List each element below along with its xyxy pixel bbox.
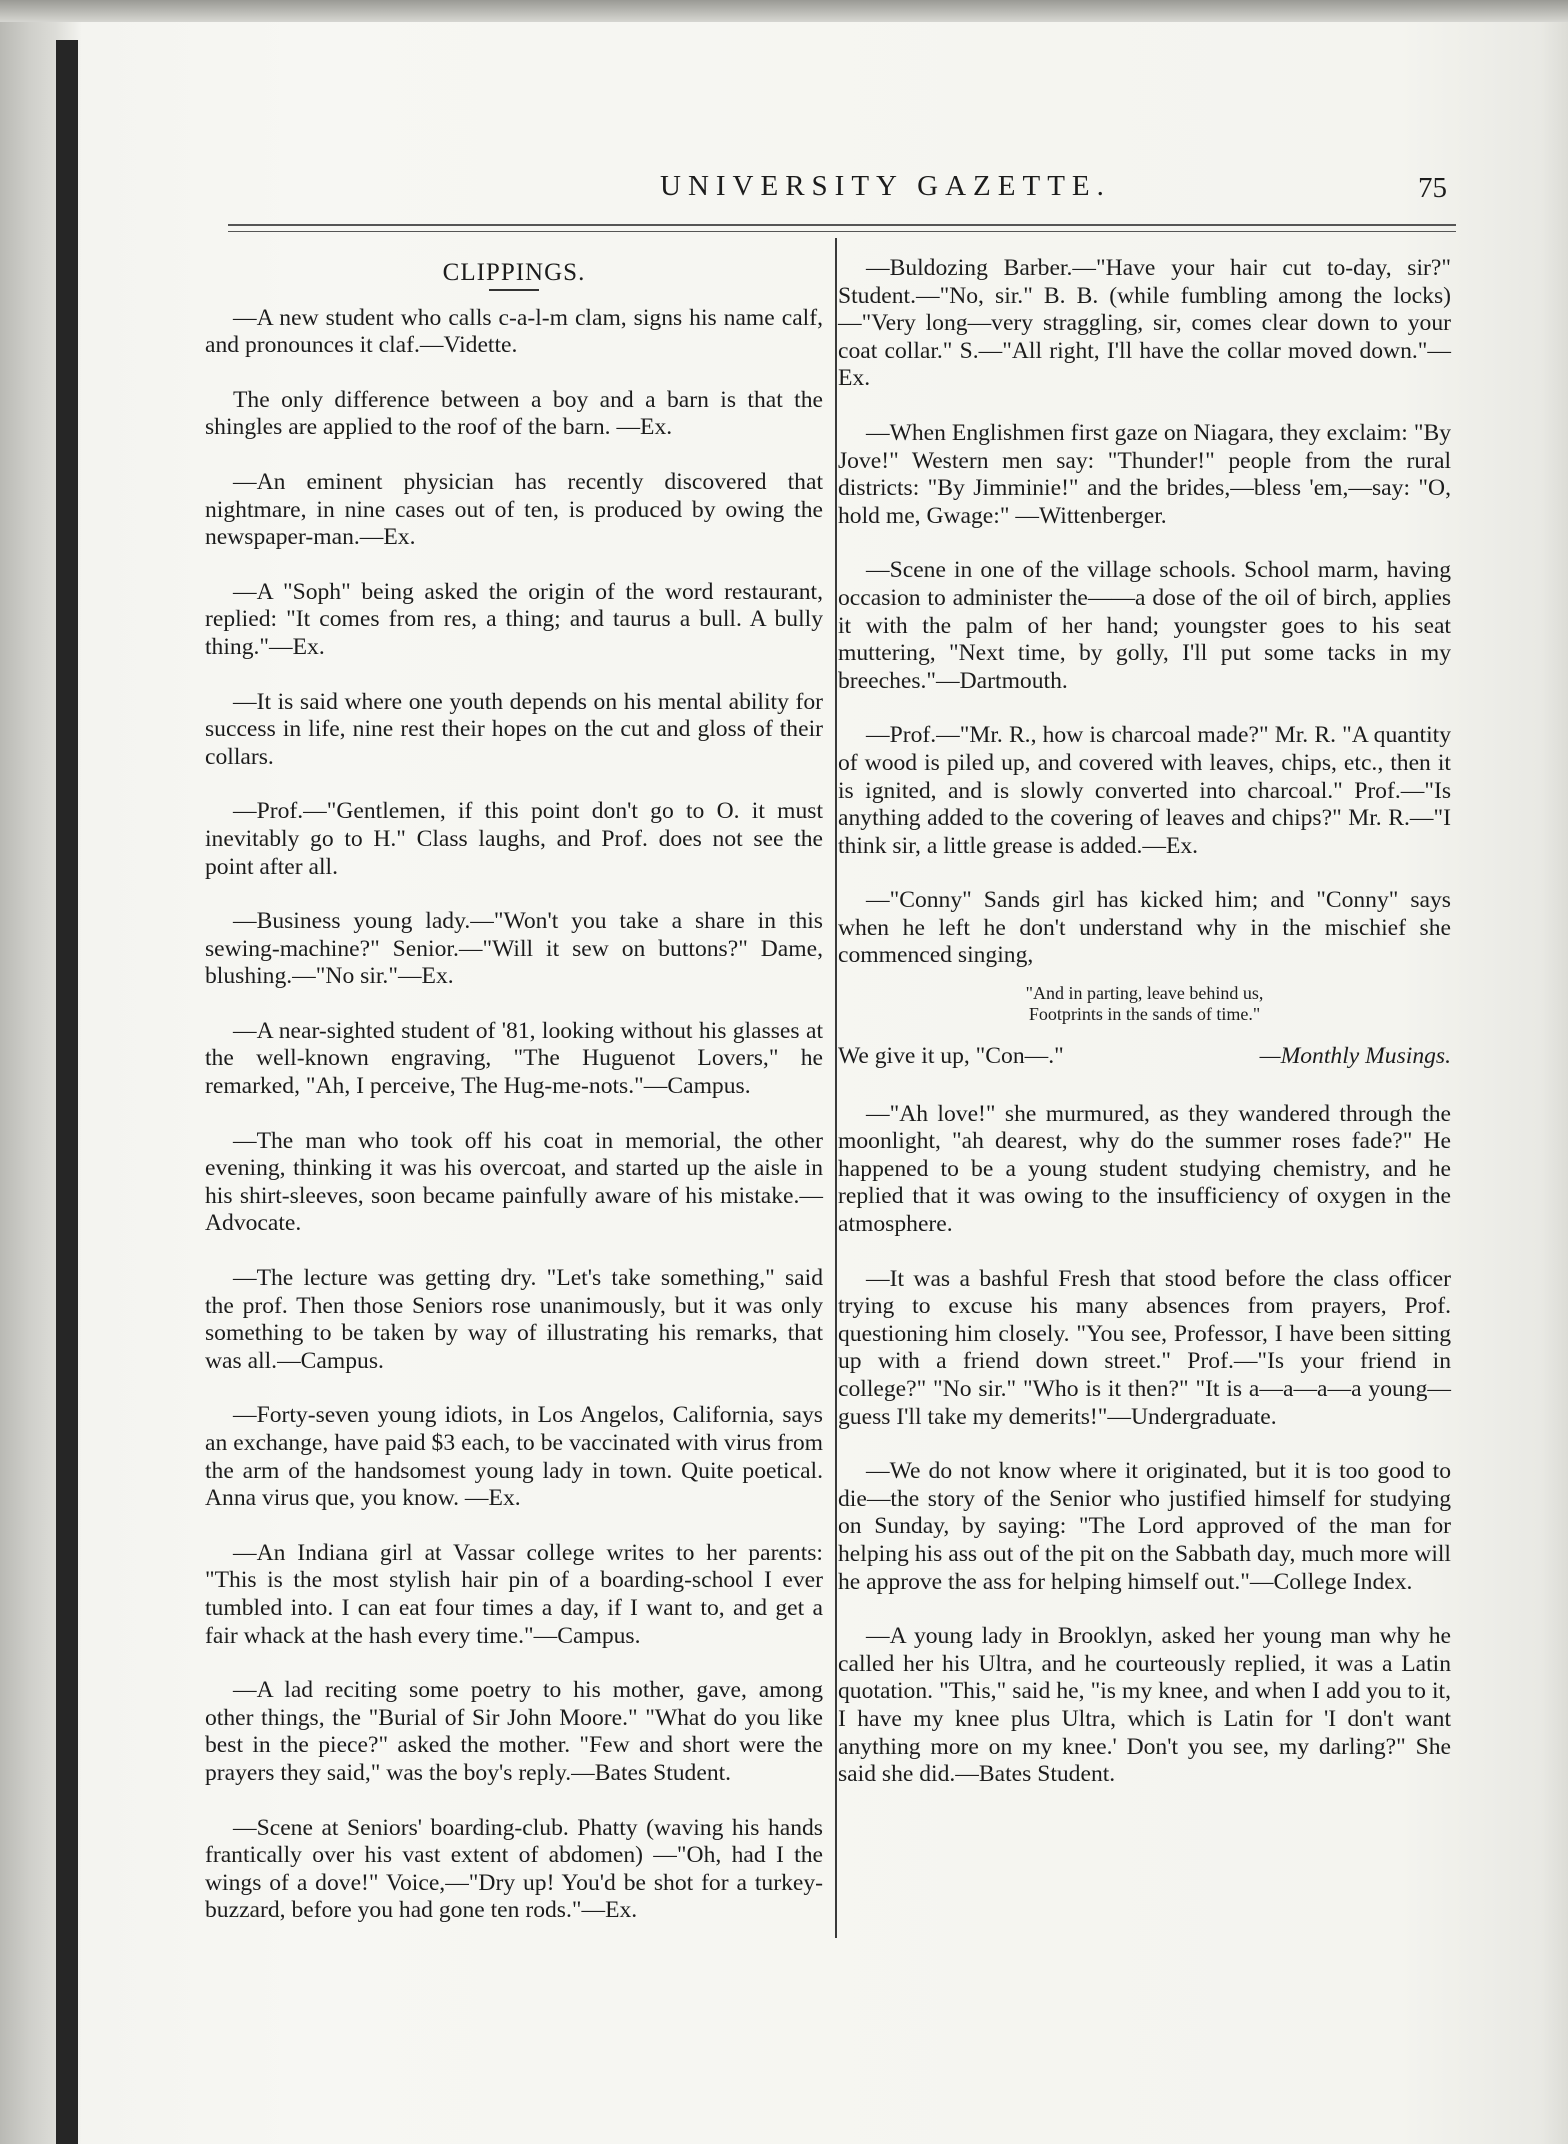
- header-rule-top: [228, 224, 1456, 226]
- clipping: —"Conny" Sands girl has kicked him; and "Conny" says when he left he don't understand why in the mischief she commenced singing,: [838, 887, 1451, 969]
- clipping: —A young lady in Brooklyn, asked her young man why he called her his Ultra, and he courteously replied, it was a Latin quotation. "This," said he, "is my knee, and when I add you to it, I have my knee plus Ultra, which is Latin for 'I don't want anything more on my knee.' Don't you see, my darling?" She said she did.—Bates Student.: [838, 1623, 1451, 1788]
- running-header: UNIVERSITY GAZETTE.: [660, 170, 1111, 202]
- section-title: CLIPPINGS.: [442, 259, 586, 286]
- clipping: —The lecture was getting dry. "Let's take something," said the prof. Then those Seniors rose unanimously, but it was only something to be taken by way of illustrating his remarks, that was all.—Campus.: [205, 1265, 823, 1374]
- right-column: [838, 255, 1451, 1816]
- signature-line: [838, 1043, 1451, 1071]
- clipping: —Prof.—"Gentlemen, if this point don't go to O. it must inevitably go to H." Class laughs, and Prof. does not see the point after all.: [205, 798, 823, 880]
- clipping: —An eminent physician has recently discovered that nightmare, in nine cases out of ten, is produced by owing the newspaper-man.—Ex.: [205, 468, 823, 551]
- clipping-text: We give it up, "Con—.": [838, 1043, 1064, 1070]
- header-rule-bottom: [228, 231, 1456, 232]
- clipping: —We do not know where it originated, but it is too good to die—the story of the Senior who justified himself for studying on Sunday, by saying: "The Lord approved of the man for helping his ass out of the pit on the Sabbath day, much more will he approve the ass for helping himself out."—College Index.: [838, 1458, 1451, 1595]
- clipping: —A near-sighted student of '81, looking without his glasses at the well-known engraving, "The Huguenot Lovers," he remarked, "Ah, I perceive, The Hug-me-nots."—Campus.: [205, 1017, 823, 1100]
- clipping: —The man who took off his coat in memorial, the other evening, thinking it was his overcoat, and started up the aisle in his shirt-sleeves, soon became painfully aware of his mistake.—Advocate.: [205, 1127, 823, 1237]
- column-divider: [835, 238, 837, 1938]
- clipping: —It was a bashful Fresh that stood before the class officer trying to excuse his many absences from prayers, Prof. questioning him closely. "You see, Professor, I have been sitting up with a friend down street." Prof.—"Is your friend in college?" "No sir." "Who is it then?" "It is a—a—a—a young—guess I'll take my demerits!"—Undergraduate.: [838, 1265, 1451, 1430]
- clipping: The only difference between a boy and a barn is that the shingles are applied to the roof of the barn. —Ex.: [205, 386, 823, 441]
- clipping: —Buldozing Barber.—"Have your hair cut to-day, sir?" Student.—"No, sir." B. B. (while fumbling among the locks) —"Very long—very straggling, sir, comes clear down to your coat collar." S.—"All right, I'll have the collar moved down."—Ex.: [838, 255, 1451, 392]
- verse-line: Footprints in the sands of time.": [1028, 1004, 1261, 1025]
- clipping: —Scene in one of the village schools. School marm, having occasion to administer the——a dose of the oil of birch, applies it with the palm of her hand; youngster goes to his seat muttering, "Next time, by golly, I'll put some tacks in my breeches."—Dartmouth.: [838, 557, 1451, 694]
- clipping: —Prof.—"Mr. R., how is charcoal made?" Mr. R. "A quantity of wood is piled up, and covered with leaves, chips, etc., then it is ignited, and is slowly converted into charcoal." Prof.—"Is anything added to the covering of leaves and chips?" Mr. R.—"I think sir, a little grease is added.—Ex.: [838, 722, 1451, 859]
- clipping: —"Ah love!" she murmured, as they wandered through the moonlight, "ah dearest, why do the summer roses fade?" He happened to be a young student studying chemistry, and he replied that it was owing to the insufficiency of oxygen in the atmosphere.: [838, 1100, 1451, 1238]
- clipping: —Forty-seven young idiots, in Los Angelos, California, says an exchange, have paid $3 each, to be vaccinated with virus from the arm of the handsomest young lady in town. Quite poetical. Anna virus que, you know. —Ex.: [205, 1402, 823, 1512]
- verse-quote: [838, 983, 1451, 1025]
- scan-top-edge: [0, 0, 1568, 22]
- page-number: 75: [1418, 172, 1447, 204]
- verse-line: "And in parting, leave behind us,: [1025, 983, 1264, 1004]
- left-column: [205, 255, 823, 1952]
- clipping-source: —Monthly Musings.: [1259, 1043, 1451, 1070]
- clipping: —When Englishmen first gaze on Niagara, they exclaim: "By Jove!" Western men say: "Thunder!" people from the rural districts: "By Jimminie!" and the brides,—bless 'em,—say: "O, hold me, Gwage:" —Wittenberger.: [838, 419, 1451, 529]
- clipping: —An Indiana girl at Vassar college writes to her parents: "This is the most stylish hair pin of a boarding-school I ever tumbled into. I can eat four times a day, if I want to, and get a fair whack at the hash every time."—Campus.: [205, 1539, 823, 1649]
- title-rule: [489, 289, 539, 291]
- clipping: —Business young lady.—"Won't you take a share in this sewing-machine?" Senior.—"Will it sew on buttons?" Dame, blushing.—"No sir."—Ex.: [205, 908, 823, 990]
- clipping: —A "Soph" being asked the origin of the word restaurant, replied: "It comes from res, a thing; and taurus a bull. A bully thing."—Ex.: [205, 578, 823, 660]
- binding-spine: [56, 40, 78, 2144]
- clipping: —A new student who calls c-a-l-m clam, signs his name calf, and pronounces it claf.—Vidette.: [205, 304, 823, 359]
- clipping: —A lad reciting some poetry to his mother, gave, among other things, the "Burial of Sir John Moore." "What do you like best in the piece?" asked the mother. "Few and short were the prayers they said," was the boy's reply.—Bates Student.: [205, 1677, 823, 1786]
- clipping: —Scene at Seniors' boarding-club. Phatty (waving his hands frantically over his vast extent of abdomen) —"Oh, had I the wings of a dove!" Voice,—"Dry up! You'd be shot for a turkey-buzzard, before you had gone ten rods."—Ex.: [205, 1814, 823, 1924]
- clipping: —It is said where one youth depends on his mental ability for success in life, nine rest their hopes on the cut and gloss of their collars.: [205, 688, 823, 770]
